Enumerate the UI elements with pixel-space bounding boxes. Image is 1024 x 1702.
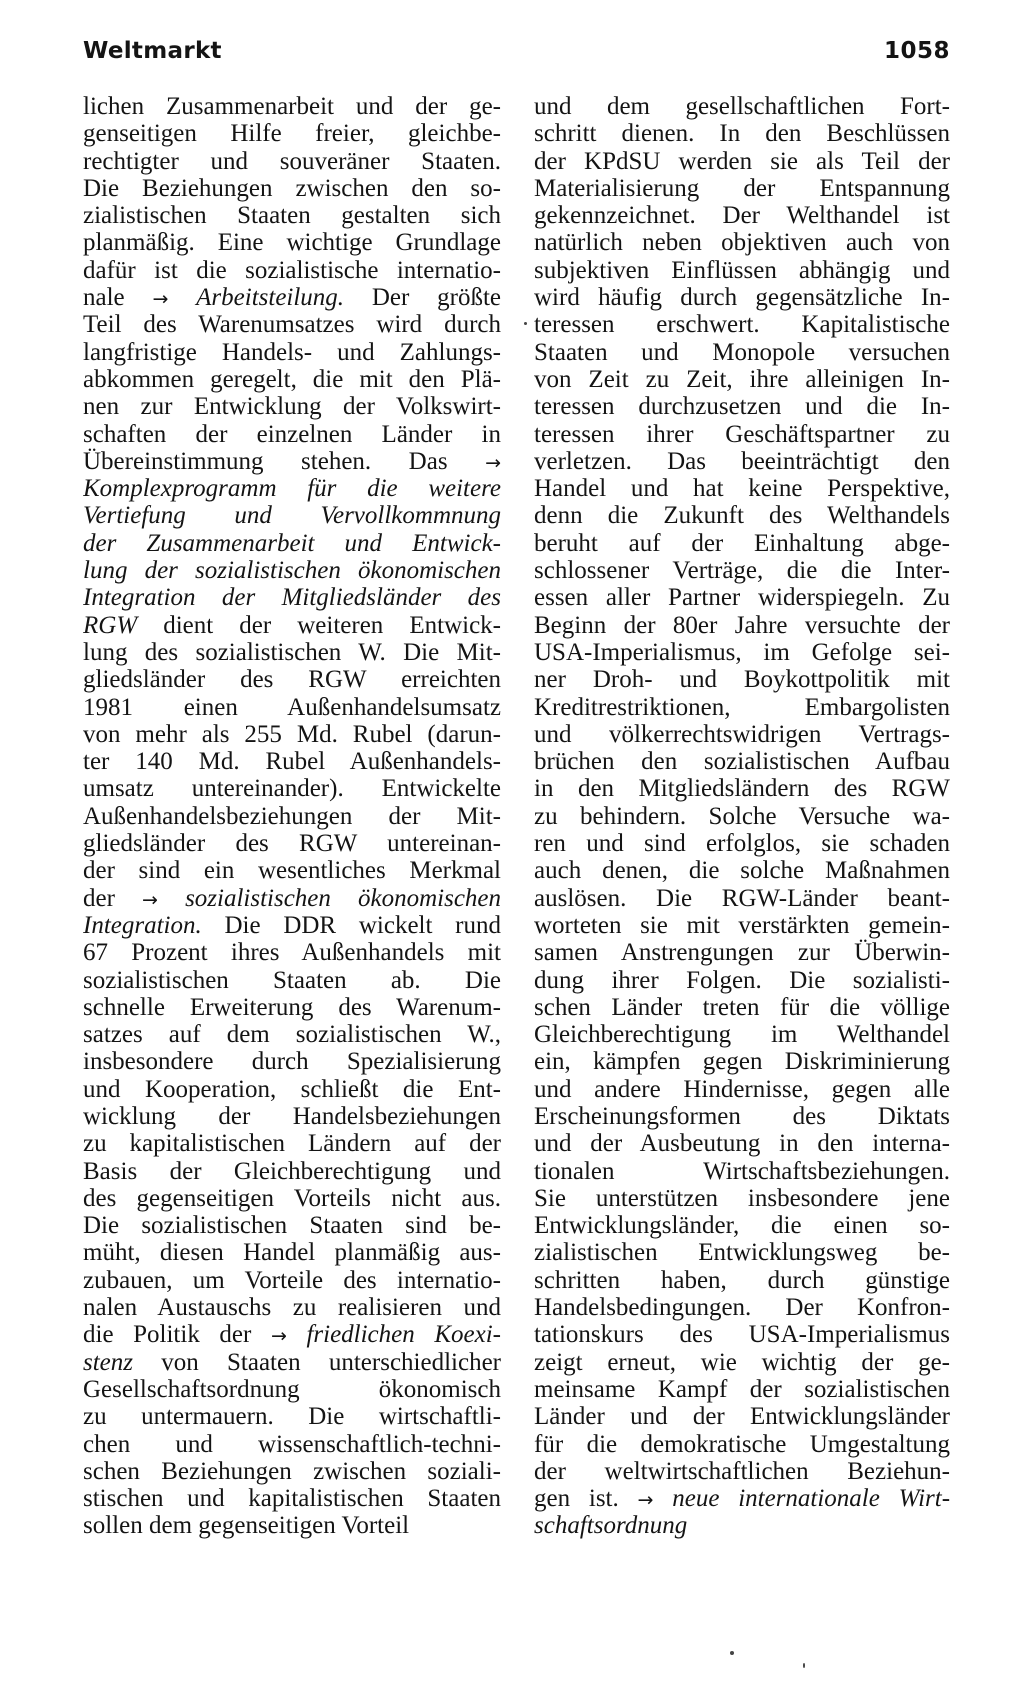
text-run: für die demokratische Umgestaltung [534,1430,950,1458]
text-line [534,748,950,775]
text-run: wicklung der Handelsbeziehungen [83,1102,501,1130]
text-line [534,339,950,366]
text-line [534,202,950,229]
text-run: abkommen geregelt, die mit den Plä- [83,365,501,393]
text-line [534,475,950,502]
text-line [534,694,950,721]
text-run: auch denen, die solche Maßnahmen [534,857,950,885]
cross-reference-term: Integration der Mitgliedsländer des [83,584,501,612]
text-run: Außenhandelsbeziehungen der Mit- [83,802,501,830]
cross-reference-term: stenz [83,1348,133,1376]
text-line [534,994,950,1021]
text-run: und Kooperation, schließt die Ent- [83,1075,501,1103]
text-run: und andere Hindernisse, gegen alle [534,1075,950,1103]
text-run: nale [83,284,153,312]
text-line [83,748,501,775]
text-run: gliedsländer des RGW untereinan- [83,830,501,858]
text-run: essen aller Partner widerspiegeln. Zu [534,584,950,612]
text-line [534,612,950,639]
text-line [534,1185,950,1212]
cross-reference-term: der Zusammenarbeit und Entwick- [83,529,501,557]
text-run: der [83,884,143,912]
text-line [83,1267,501,1294]
text-run: ner Droh- und Boykottpolitik mit [534,666,950,694]
text-run: müht, diesen Handel planmäßig aus- [83,1239,501,1267]
text-line [534,1458,950,1485]
text-run: Übereinstimmung stehen. Das [83,447,486,475]
cross-reference-term: RGW [83,611,138,639]
text-run: worteten sie mit verstärkten gemein- [534,911,950,939]
text-run: Die DDR wickelt rund [201,911,501,939]
running-head-keyword: Weltmarkt [83,38,222,64]
text-line [534,857,950,884]
text-run: Basis der Gleichberechtigung und [83,1157,501,1185]
text-line [83,257,501,284]
text-run: Entwicklungsländer, die einen so- [534,1212,950,1240]
text-line [534,1321,950,1348]
text-line [534,1103,950,1130]
text-run: Die Beziehungen zwischen den so- [83,174,501,202]
text-run: zu untermauern. Die wirtschaftli- [83,1403,501,1431]
print-speck [730,1651,734,1655]
text-line [534,1048,950,1075]
text-line [534,1130,950,1157]
text-line [83,448,501,475]
text-run: schritten haben, durch günstige [534,1266,950,1294]
text-line [534,1021,950,1048]
cross-reference-term: Arbeitsteilung. [196,284,345,312]
text-run: Teil des Warenumsatzes wird durch [83,311,501,339]
text-run: schen Länder treten für die völlige [534,993,950,1021]
text-line [534,721,950,748]
text-line [534,448,950,475]
text-run: zialistischen Staaten gestalten sich [83,202,501,230]
text-line [83,1185,501,1212]
text-line [534,1294,950,1321]
text-line [83,721,501,748]
text-line [83,530,501,557]
text-run: zu kapitalistischen Ländern auf der [83,1130,501,1158]
cross-reference-term: Komplexprogramm für die weitere [83,475,501,503]
text-run: schlossener Verträge, die die Inter- [534,557,950,585]
text-run: Materialisierung der Entspannung [534,174,950,202]
text-line [534,502,950,529]
text-line [83,857,501,884]
text-line [534,912,950,939]
text-run: Sie unterstützen insbesondere jene [534,1184,950,1212]
text-line [534,830,950,857]
text-run: nalen Austauschs zu realisieren und [83,1294,501,1322]
cross-reference-arrow-icon: → [270,1325,287,1348]
text-line [534,284,950,311]
text-run: brüchen den sozialistischen Aufbau [534,748,950,776]
text-line [83,666,501,693]
print-speck [803,1663,805,1668]
text-run: insbesondere durch Spezialisierung [83,1048,501,1076]
text-run: ein, kämpfen gegen Diskriminierung [534,1048,950,1076]
text-run: auslösen. Die RGW-Länder beant- [534,884,950,912]
text-run: dient der weiteren Entwick- [137,611,501,639]
text-run [653,1485,672,1512]
text-line [83,912,501,939]
text-run: Handel und hat keine Perspektive, [534,475,950,503]
text-run: langfristige Handels- und Zahlungs- [83,338,501,366]
text-line [83,393,501,420]
cross-reference-arrow-icon: → [152,288,169,311]
cross-reference-term: Integration. [83,911,202,939]
text-line [83,1431,501,1458]
text-line [83,1158,501,1185]
cross-reference-term: neue internationale Wirt- [672,1485,950,1513]
text-line [534,939,950,966]
text-line [83,1321,501,1348]
text-run: von Zeit zu Zeit, ihre alleinigen In- [534,365,950,393]
text-line [83,1458,501,1485]
text-line [83,584,501,611]
text-line [83,148,501,175]
text-line [83,1376,501,1403]
text-run: der sind ein wesentliches Merkmal [83,857,501,885]
text-line [534,1431,950,1458]
text-line [83,1103,501,1130]
text-run: zubauen, um Vorteile des internatio- [83,1266,501,1294]
text-run: zu behindern. Solche Versuche wa- [534,802,950,830]
text-run: lichen Zusammenarbeit und der ge- [83,93,501,120]
text-line [83,366,501,393]
cross-reference-arrow-icon: → [142,888,158,911]
text-line [83,284,501,311]
text-run: sozialistischen Staaten ab. Die [83,966,501,994]
text-run: 1981 einen Außenhandelsumsatz [83,693,501,721]
text-line [83,311,501,338]
cross-reference-term: sozialistischen ökonomischen [185,884,501,912]
text-run: der KPdSU werden sie als Teil der [534,147,950,175]
text-line [534,1403,950,1430]
text-run: und der Ausbeutung in den interna- [534,1130,950,1158]
text-line [534,885,950,912]
text-run [287,1321,307,1348]
text-run: schritt dienen. In den Beschlüssen [534,120,950,148]
text-run [168,284,196,311]
cross-reference-arrow-icon: → [637,1489,654,1512]
text-run: gekennzeichnet. Der Welthandel ist [534,202,950,230]
text-line [534,1239,950,1266]
cross-reference-term: friedlichen Koexi- [306,1321,501,1349]
text-line [83,830,501,857]
text-run: rechtigter und souveräner Staaten. [83,147,501,175]
text-line [83,1512,501,1539]
text-run: Staaten und Monopole versuchen [534,338,950,366]
text-line [83,1485,501,1512]
text-run: der weltwirtschaftlichen Beziehun- [534,1457,950,1485]
text-run: gen ist. [534,1485,638,1513]
text-line [83,1021,501,1048]
text-run: zeigt erneut, wie wichtig der ge- [534,1348,950,1376]
text-run: wird häufig durch gegensätzliche In- [534,284,950,312]
text-line [534,148,950,175]
text-run: verletzen. Das beeinträchtigt den [534,447,950,475]
text-run: 67 Prozent ihres Außenhandels mit [83,939,501,967]
text-line [83,994,501,1021]
text-run: dafür ist die sozialistische internatio- [83,256,501,284]
text-run: Beginn der 80er Jahre versuchte der [534,611,950,639]
text-run: chen und wissenschaftlich-techni- [83,1430,501,1458]
text-line [534,366,950,393]
text-run: die Politik der [83,1321,271,1349]
text-run: Gleichberechtigung im Welthandel [534,1021,950,1049]
text-line [83,1239,501,1266]
text-line [534,530,950,557]
text-run: von Staaten unterschiedlicher [133,1348,501,1376]
text-line [83,612,501,639]
text-line [534,229,950,256]
text-line [83,120,501,147]
text-line [534,1076,950,1103]
text-line [534,257,950,284]
page-number: 1058 [883,38,950,64]
text-line [534,120,950,147]
text-run: schnelle Erweiterung des Warenum- [83,993,501,1021]
text-line [83,475,501,502]
cross-reference-arrow-icon: → [485,451,501,474]
text-run: und dem gesellschaftlichen Fort- [534,93,950,120]
text-line [534,421,950,448]
text-run: USA-Imperialismus, im Gefolge sei- [534,638,950,666]
text-run: teressen ihrer Geschäftspartner zu [534,420,950,448]
text-run: teressen erschwert. Kapitalistische [534,311,950,339]
cross-reference-term: Vertiefung und Vervollkommnung [83,502,501,530]
text-run: planmäßig. Eine wichtige Grundlage [83,229,501,257]
text-run: subjektiven Einflüssen abhängig und [534,256,950,284]
text-line [83,694,501,721]
text-run: sollen dem gegenseitigen Vorteil [83,1512,410,1540]
text-run: teressen durchzusetzen und die In- [534,393,950,421]
text-line [534,967,950,994]
text-line [83,1130,501,1157]
text-line [83,1294,501,1321]
text-line [534,666,950,693]
text-line [83,421,501,448]
text-line [83,885,501,912]
text-line [83,1048,501,1075]
text-run: Gesellschaftsordnung ökonomisch [83,1375,501,1403]
text-line [83,967,501,994]
text-run: Länder und der Entwicklungsländer [534,1403,950,1431]
text-run: schen Beziehungen zwischen soziali- [83,1457,501,1485]
text-line [83,939,501,966]
print-speck [524,322,527,325]
text-run: in den Mitgliedsländern des RGW [534,775,950,803]
text-run: samen Anstrengungen zur Überwin- [534,939,950,967]
cross-reference-term: lung der sozialistischen ökonomischen [83,557,501,585]
text-run: satzes auf dem sozialistischen W., [83,1021,501,1049]
text-run: tionalen Wirtschaftsbeziehungen. [534,1157,950,1185]
text-line [83,1212,501,1239]
text-line [83,639,501,666]
text-run: und völkerrechtswidrigen Vertrags- [534,720,950,748]
text-line [83,93,501,120]
text-run: des gegenseitigen Vorteils nicht aus. [83,1184,501,1212]
text-run: zialistischen Entwicklungsweg be- [534,1239,950,1267]
text-run: genseitigen Hilfe freier, gleichbe- [83,120,501,148]
text-line [83,339,501,366]
text-run: natürlich neben objektiven auch von [534,229,950,257]
text-line [83,1076,501,1103]
text-line [534,393,950,420]
text-line [83,175,501,202]
cross-reference-term: schaftsordnung [534,1512,688,1540]
text-line [534,1349,950,1376]
text-run: gliedsländer des RGW erreichten [83,666,501,694]
text-column-right [534,93,950,1540]
text-run: schaften der einzelnen Länder in [83,420,501,448]
text-line [83,1403,501,1430]
text-run: stischen und kapitalistischen Staaten [83,1485,501,1513]
text-run: meinsame Kampf der sozialistischen [534,1375,950,1403]
text-run: Kreditrestriktionen, Embargolisten [534,693,950,721]
text-line [534,639,950,666]
text-run: Die sozialistischen Staaten sind be- [83,1212,501,1240]
text-line [534,803,950,830]
text-line [534,557,950,584]
text-run: nen zur Entwicklung der Volkswirt- [83,393,501,421]
text-run [158,885,185,912]
text-line [534,311,950,338]
text-run: denn die Zukunft des Welthandels [534,502,950,530]
text-line [83,557,501,584]
text-column-left [83,93,501,1540]
text-line [534,584,950,611]
text-run: dung ihrer Folgen. Die sozialisti- [534,966,950,994]
text-run: Erscheinungsformen des Diktats [534,1102,950,1130]
text-line [83,775,501,802]
text-run: ren und sind erfolglos, sie schaden [534,830,950,858]
text-line [534,175,950,202]
text-line [83,1349,501,1376]
text-line [534,1267,950,1294]
text-run: beruht auf der Einhaltung abge- [534,529,950,557]
text-line [534,93,950,120]
text-run: umsatz untereinander). Entwickelte [83,775,501,803]
text-line [83,502,501,529]
text-run: ter 140 Md. Rubel Außenhandels- [83,748,501,776]
text-run: lung des sozialistischen W. Die Mit- [83,638,501,666]
text-line [534,1376,950,1403]
text-line [83,229,501,256]
text-run: von mehr als 255 Md. Rubel (darun- [83,720,501,748]
text-line [83,202,501,229]
text-line [534,1212,950,1239]
text-run: Der größte [344,284,501,312]
text-run: tationskurs des USA-Imperialismus [534,1321,950,1349]
text-line [534,1158,950,1185]
text-line [534,1512,950,1539]
text-line [83,803,501,830]
text-run: Handelsbedingungen. Der Konfron- [534,1294,950,1322]
text-line [534,1485,950,1512]
text-line [534,775,950,802]
